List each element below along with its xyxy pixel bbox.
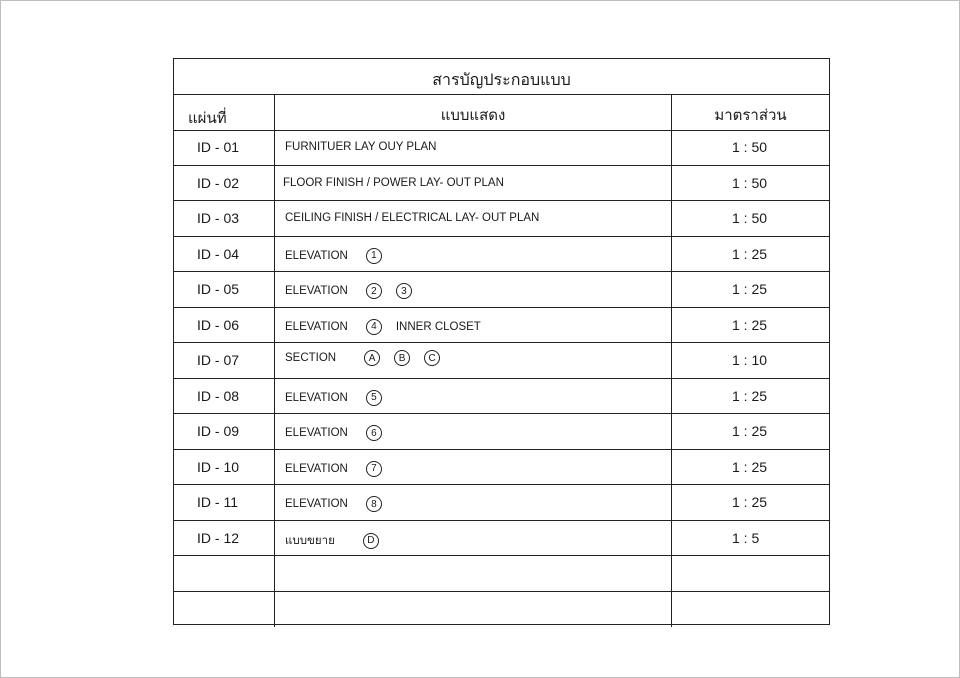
scale-value: 1 : 50	[732, 174, 768, 191]
table-row	[174, 166, 829, 202]
sheet-cell	[174, 450, 275, 485]
sheet-id: ID - 09	[197, 423, 240, 439]
sheet-id: ID - 03	[197, 210, 240, 226]
drawing-cell	[275, 308, 672, 343]
sheet-cell	[174, 485, 275, 520]
scale-value: 1 : 25	[732, 494, 768, 510]
drawing-title: ELEVATION	[285, 498, 348, 510]
sheet-cell	[174, 130, 275, 165]
drawing-title: SECTION	[285, 352, 337, 364]
scale-value: 1 : 25	[732, 245, 768, 262]
drawing-title: ELEVATION	[285, 462, 348, 475]
sheet-cell	[174, 272, 275, 307]
drawing-description	[285, 248, 382, 264]
drawing-cell	[275, 201, 672, 236]
reference-marker: 1	[366, 248, 382, 264]
sheet-cell	[174, 237, 275, 272]
sheet-id: ID - 02	[197, 174, 240, 191]
table-row	[174, 201, 829, 237]
sheet-cell	[174, 521, 275, 556]
scale-cell	[672, 130, 829, 165]
drawing-cell	[275, 450, 672, 485]
drawing-cell	[275, 592, 672, 628]
sheet-id: ID - 08	[197, 387, 240, 404]
reference-marker: 6	[366, 425, 382, 441]
sheet-cell	[174, 379, 275, 414]
table-row	[174, 414, 829, 450]
drawing-description	[285, 425, 382, 441]
sheet-id: ID - 05	[197, 281, 240, 297]
scale-value: 1 : 25	[732, 387, 768, 404]
scale-cell	[672, 379, 829, 414]
header-drawing-cell	[275, 95, 672, 130]
reference-marker: 8	[366, 496, 382, 512]
sheet-cell	[174, 414, 275, 449]
drawing-cell	[275, 237, 672, 272]
drawing-description	[285, 532, 379, 550]
sheet-id: ID - 01	[197, 139, 240, 155]
table-row	[174, 343, 829, 379]
scale-cell	[672, 414, 829, 449]
reference-marker: B	[394, 350, 410, 366]
drawing-title: FLOOR FINISH / POWER LAY- OUT PLAN	[283, 176, 504, 189]
scale-cell	[672, 450, 829, 485]
table-row	[174, 308, 829, 344]
table-row	[174, 272, 829, 308]
sheet-cell	[174, 166, 275, 201]
table-title: สารบัญประกอบแบบ	[432, 70, 571, 89]
drawing-title: ELEVATION	[285, 391, 348, 404]
scale-value: 1 : 50	[732, 210, 768, 226]
table-row	[174, 379, 829, 415]
sheet-id: ID - 07	[197, 352, 240, 368]
drawing-description	[285, 496, 382, 512]
table-row	[174, 130, 829, 166]
sheet-cell	[174, 556, 275, 591]
scale-cell	[672, 343, 829, 378]
scale-cell	[672, 521, 829, 556]
sheet-id: ID - 10	[197, 458, 240, 475]
reference-marker: A	[364, 350, 380, 366]
scale-value: 1 : 5	[732, 529, 760, 546]
sheet-cell	[174, 308, 275, 343]
table-row	[174, 485, 829, 521]
drawing-description	[285, 461, 382, 477]
drawing-title: FURNITUER LAY OUY PLAN	[285, 141, 437, 153]
scale-cell	[672, 272, 829, 307]
sheet-id: ID - 11	[197, 494, 238, 510]
drawing-description	[285, 283, 412, 299]
table-row	[174, 237, 829, 273]
drawing-title: ELEVATION	[285, 285, 348, 297]
scale-cell	[672, 308, 829, 343]
reference-marker: 7	[366, 461, 382, 477]
drawing-title: CEILING FINISH / ELECTRICAL LAY- OUT PLAN	[285, 212, 540, 224]
drawing-cell	[275, 485, 672, 520]
drawing-cell	[275, 130, 672, 165]
sheet-id: ID - 06	[197, 316, 240, 333]
table-row	[174, 450, 829, 486]
drawing-cell	[275, 379, 672, 414]
drawing-cell	[275, 414, 672, 449]
reference-marker: C	[424, 350, 440, 366]
reference-marker: 3	[396, 283, 412, 299]
scale-cell	[672, 592, 829, 628]
scale-cell	[672, 556, 829, 591]
sheet-cell	[174, 592, 275, 628]
drawing-description	[285, 350, 440, 366]
drawing-title: ELEVATION	[285, 320, 348, 333]
drawing-description	[283, 177, 504, 189]
drawing-cell	[275, 272, 672, 307]
sheet-id: ID - 12	[197, 529, 240, 546]
scale-cell	[672, 237, 829, 272]
drawing-cell	[275, 166, 672, 201]
header-drawing: แบบแสดง	[440, 106, 506, 124]
drawing-description	[285, 212, 539, 224]
drawing-description	[285, 141, 436, 153]
scale-value: 1 : 25	[732, 316, 768, 333]
sheet-cell	[174, 343, 275, 378]
reference-marker: 4	[366, 319, 382, 335]
drawing-title: ELEVATION	[285, 249, 348, 262]
table-row	[174, 592, 829, 628]
scale-cell	[672, 201, 829, 236]
header-sheet-cell	[174, 95, 275, 130]
scale-value: 1 : 25	[732, 423, 768, 439]
header-scale: มาตราส่วน	[714, 106, 787, 124]
title-row	[174, 59, 829, 95]
header-row	[174, 95, 829, 131]
table-row	[174, 556, 829, 592]
reference-marker: 5	[366, 390, 382, 406]
header-sheet: แผ่นที่	[188, 109, 227, 127]
drawing-subtitle: INNER CLOSET	[395, 320, 481, 333]
drawing-index-table	[173, 58, 830, 625]
drawing-cell	[275, 343, 672, 378]
scale-value: 1 : 50	[732, 139, 768, 155]
scale-value: 1 : 25	[732, 281, 768, 297]
sheet-id: ID - 04	[197, 245, 240, 262]
reference-marker: 2	[366, 283, 382, 299]
scale-cell	[672, 485, 829, 520]
drawing-title: แบบขยาย	[285, 534, 335, 547]
drawing-description	[285, 390, 382, 406]
scale-cell	[672, 166, 829, 201]
scale-value: 1 : 10	[732, 352, 768, 368]
drawing-cell	[275, 556, 672, 591]
drawing-title: ELEVATION	[285, 427, 348, 439]
drawing-description	[285, 319, 481, 335]
table-row	[174, 521, 829, 557]
scale-value: 1 : 25	[732, 458, 768, 475]
header-scale-cell	[672, 95, 829, 130]
reference-marker: D	[363, 533, 379, 549]
sheet-cell	[174, 201, 275, 236]
drawing-cell	[275, 521, 672, 556]
